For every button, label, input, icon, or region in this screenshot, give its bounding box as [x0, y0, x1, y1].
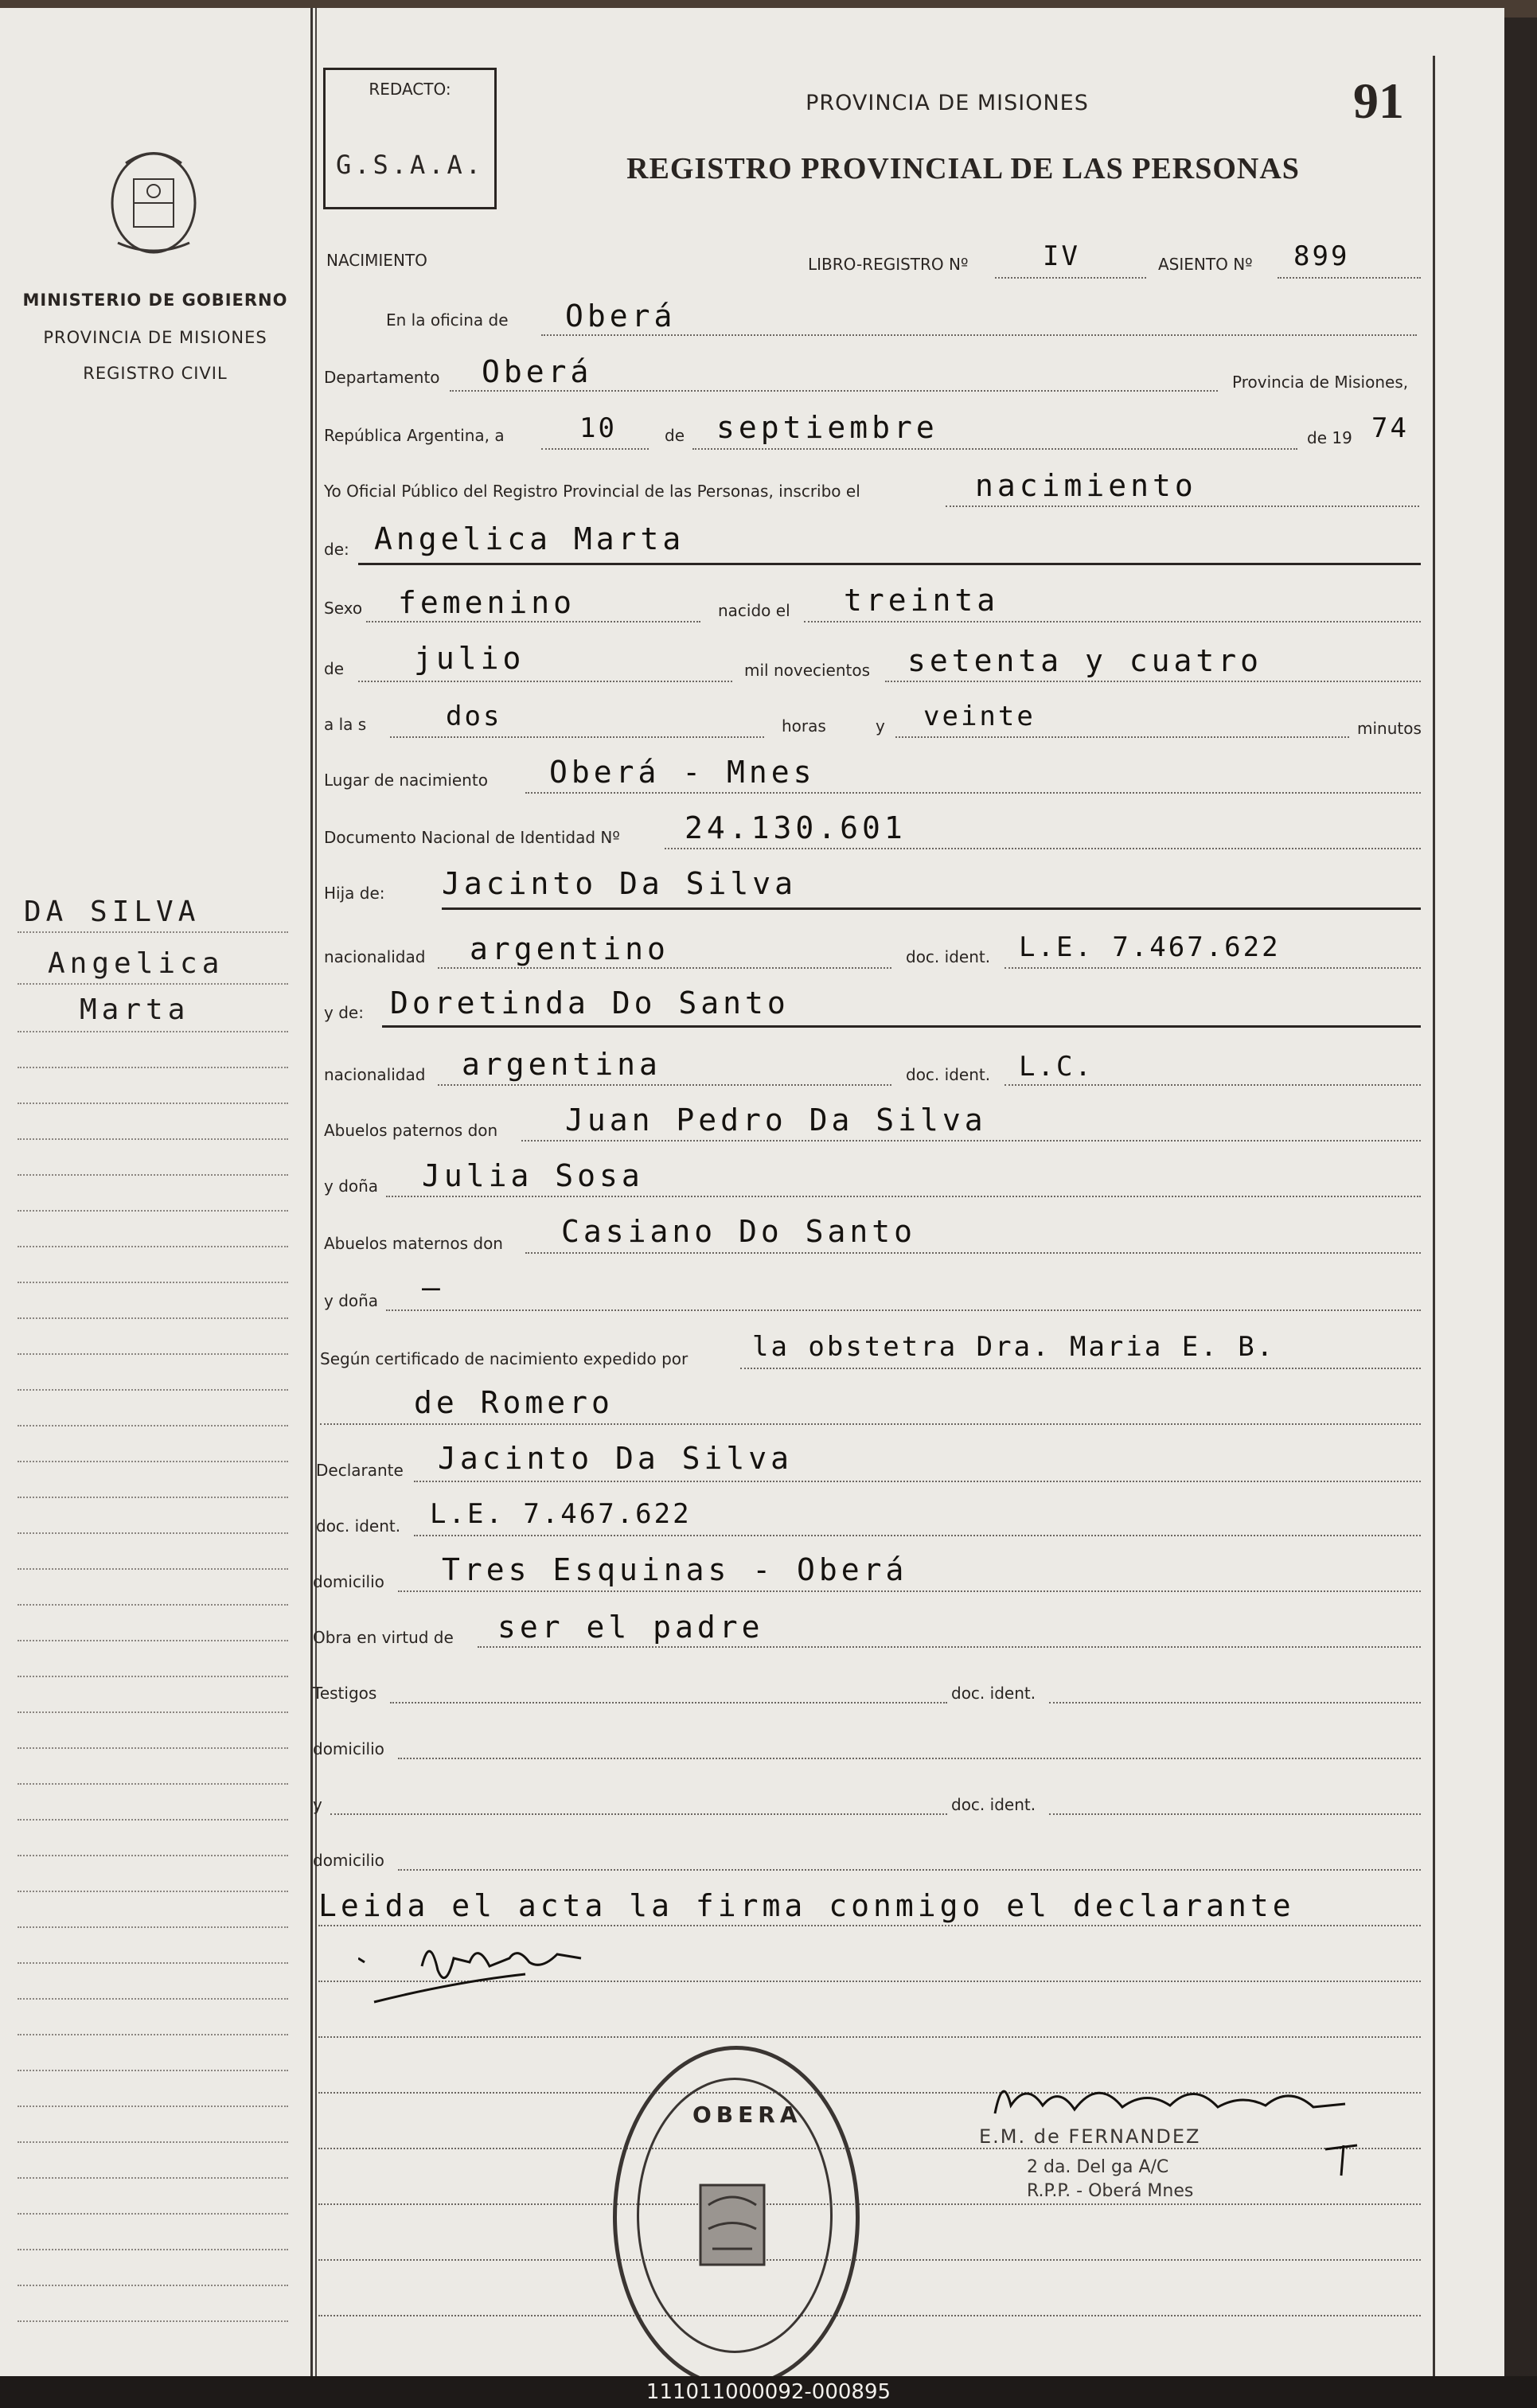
- right-border: [1433, 56, 1435, 2376]
- margin-line: [18, 2285, 288, 2286]
- domicilio-t2-label: domicilio: [313, 1851, 384, 1870]
- dotted-line: [740, 1368, 1421, 1369]
- province-heading: PROVINCIA DE MISIONES: [806, 91, 1089, 115]
- departamento-label: Departamento: [324, 368, 440, 387]
- dotted-line: [318, 2315, 1421, 2316]
- nac-padre-label: nacionalidad: [324, 947, 426, 966]
- redacto-label: REDACTO:: [369, 80, 451, 99]
- dotted-line: [525, 792, 1421, 794]
- abuela-pat-value: Julia Sosa: [422, 1158, 644, 1193]
- document-page: [0, 8, 1504, 2376]
- stamp-city: OBERA: [692, 2102, 802, 2128]
- dotted-line: [318, 2203, 1421, 2205]
- margin-line: [18, 1174, 288, 1176]
- margin-line: [18, 1067, 288, 1068]
- padre-value: Jacinto Da Silva: [442, 866, 798, 901]
- margin-line: [18, 2213, 288, 2215]
- dotted-line: [390, 736, 764, 738]
- dotted-line: [398, 1590, 1421, 1592]
- margin-line: [18, 1497, 288, 1498]
- dotted-line: [318, 2259, 1421, 2261]
- anio-nac-value: setenta y cuatro: [907, 643, 1263, 678]
- oficina-value: Oberá: [565, 299, 677, 334]
- left-margin-column: [0, 8, 313, 2376]
- margin-line: [18, 1604, 288, 1606]
- closing-text: Leida el acta la firma conmigo el declarante: [318, 1888, 1295, 1923]
- hija-label: Hija de:: [324, 884, 385, 903]
- doc-decl-value: L.E. 7.467.622: [430, 1498, 692, 1530]
- libro-label: LIBRO-REGISTRO Nº: [808, 255, 969, 274]
- lugar-label: Lugar de nacimiento: [324, 771, 488, 790]
- doc-madre-value: L.C.: [1019, 1051, 1094, 1083]
- dotted-line: [541, 448, 649, 450]
- dotted-line: [320, 1423, 1421, 1425]
- abuelo-pat-value: Juan Pedro Da Silva: [565, 1103, 987, 1138]
- ministry-name: MINISTERIO DE GOBIERNO: [22, 291, 288, 310]
- margin-first-name: Angelica: [48, 947, 224, 980]
- madre-value: Doretinda Do Santo: [390, 985, 790, 1021]
- margin-line: [18, 2320, 288, 2322]
- dotted-line: [665, 848, 1421, 849]
- dotted-line: [366, 621, 700, 622]
- libro-value: IV: [1043, 240, 1080, 272]
- dotted-line: [1005, 1084, 1421, 1086]
- dotted-line: [414, 1481, 1421, 1482]
- dia-value: 10: [579, 412, 617, 444]
- margin-line: [18, 1389, 288, 1391]
- provincia-suffix: Provincia de Misiones,: [1232, 373, 1409, 392]
- stamp-emblem-icon: [689, 2173, 776, 2277]
- certificado-value: la obstetra Dra. Maria E. B.: [752, 1331, 1276, 1363]
- dotted-line: [438, 1084, 891, 1086]
- margin-line: [18, 1461, 288, 1462]
- margin-line: [18, 1891, 288, 1892]
- nac-padre-value: argentino: [470, 931, 669, 966]
- republica-label: República Argentina, a: [324, 426, 505, 445]
- declarant-signature: [358, 1926, 692, 2014]
- doc-t1-label: doc. ident.: [951, 1684, 1036, 1703]
- domicilio-t1-label: domicilio: [313, 1739, 384, 1758]
- obra-value: ser el padre: [497, 1610, 764, 1645]
- official-signature: [979, 2066, 1361, 2129]
- redacto-box: [323, 68, 497, 209]
- coat-of-arms-icon: [102, 147, 205, 259]
- asiento-label: ASIENTO Nº: [1158, 255, 1253, 274]
- anio-label: de 19: [1307, 428, 1352, 447]
- ydona2-label: y doña: [324, 1291, 379, 1310]
- margin-line: [18, 1676, 288, 1677]
- margin-line: [18, 2070, 288, 2071]
- doc-t2-label: doc. ident.: [951, 1795, 1036, 1814]
- mes-nac-value: julio: [414, 641, 525, 676]
- oficina-label: En la oficina de: [386, 310, 509, 330]
- margin-line: [18, 1640, 288, 1641]
- signature-role: 2 da. Del ga A/C: [1027, 2157, 1169, 2177]
- obra-label: Obra en virtud de: [313, 1628, 454, 1647]
- margin-line: [18, 1103, 288, 1104]
- dotted-line: [318, 2036, 1421, 2038]
- nacido-value: treinta: [844, 583, 1000, 618]
- dotted-line: [398, 1869, 1421, 1871]
- dotted-line: [1278, 277, 1421, 279]
- nombre-value: Angelica Marta: [374, 521, 685, 556]
- margin-line: [18, 1819, 288, 1821]
- doc-padre-label: doc. ident.: [906, 947, 991, 966]
- inscribo-value: nacimiento: [975, 468, 1197, 503]
- margin-line: [18, 1711, 288, 1713]
- dotted-line: [398, 1758, 1421, 1759]
- dotted-line: [386, 1196, 1421, 1197]
- dotted-line: [414, 1535, 1421, 1536]
- dotted-line: [438, 967, 891, 969]
- de-label: de: [665, 426, 685, 445]
- dotted-line: [390, 1702, 947, 1704]
- dotted-line: [1049, 1813, 1421, 1815]
- margin-line: [18, 1962, 288, 1964]
- de-persona-label: de:: [324, 540, 349, 559]
- domicilio-value: Tres Esquinas - Oberá: [442, 1552, 908, 1587]
- dni-value: 24.130.601: [685, 810, 907, 845]
- dotted-line: [1005, 967, 1421, 969]
- margin-line: [18, 2034, 288, 2035]
- testigos-label: Testigos: [313, 1684, 377, 1703]
- margin-line: [18, 2177, 288, 2179]
- margin-line: [18, 1998, 288, 2000]
- mil-label: mil novecientos: [744, 661, 871, 680]
- abuelos-pat-label: Abuelos paternos don: [324, 1121, 498, 1140]
- margin-line: [18, 983, 288, 985]
- doc-padre-value: L.E. 7.467.622: [1019, 931, 1281, 963]
- dotted-line: [946, 505, 1419, 507]
- redacto-value: G.S.A.A.: [335, 150, 485, 180]
- alas-label: a la s: [324, 715, 367, 734]
- declarante-value: Jacinto Da Silva: [438, 1441, 794, 1476]
- margin-line: [18, 1425, 288, 1426]
- margin-line: [18, 1783, 288, 1785]
- dotted-line: [318, 2148, 1421, 2149]
- de2-label: de: [324, 659, 344, 678]
- margin-second-name: Marta: [80, 993, 190, 1026]
- solid-line: [358, 563, 1421, 565]
- domicilio-label: domicilio: [313, 1572, 384, 1591]
- minutos-value: veinte: [923, 701, 1036, 732]
- dotted-line: [386, 1309, 1421, 1311]
- dotted-line: [885, 681, 1421, 682]
- margin-line: [18, 1138, 288, 1140]
- sexo-value: femenino: [398, 585, 576, 620]
- dotted-line: [358, 681, 732, 682]
- document-code-footer: 111011000092-000895: [0, 2376, 1537, 2408]
- minutos-label: minutos: [1357, 719, 1422, 738]
- certificado-value-2: de Romero: [414, 1385, 614, 1420]
- dotted-line: [450, 390, 1218, 392]
- margin-line: [18, 1031, 288, 1032]
- registry-heading: REGISTRO PROVINCIAL DE LAS PERSONAS: [626, 152, 1300, 185]
- horas-label: horas: [782, 716, 826, 736]
- dotted-line: [525, 1252, 1421, 1254]
- dotted-line: [895, 736, 1349, 738]
- signature-name: E.M. de FERNANDEZ: [979, 2125, 1201, 2148]
- margin-surname: DA SILVA: [24, 896, 201, 928]
- signature-office: R.P.P. - Oberá Mnes: [1027, 2181, 1194, 2201]
- margin-line: [18, 1246, 288, 1247]
- dotted-line: [521, 1140, 1421, 1142]
- margin-line: [18, 1282, 288, 1283]
- dotted-line: [330, 1813, 947, 1815]
- anio-value: 74: [1371, 412, 1409, 444]
- dotted-line: [804, 621, 1421, 622]
- cross-mark-icon: [1321, 2137, 1361, 2177]
- ministry-registry: REGISTRO CIVIL: [83, 364, 228, 383]
- asiento-value: 899: [1293, 240, 1350, 272]
- abuelos-mat-label: Abuelos maternos don: [324, 1234, 503, 1253]
- solid-line: [382, 1025, 1421, 1028]
- margin-line: [18, 2141, 288, 2143]
- horas-value: dos: [446, 701, 502, 732]
- doc-decl-label: doc. ident.: [316, 1516, 401, 1536]
- main-column-border: [315, 8, 317, 2376]
- margin-line: [18, 1747, 288, 1749]
- margin-line: [18, 1926, 288, 1928]
- oficial-text: Yo Oficial Público del Registro Provincial de las Personas, inscribo el: [324, 482, 860, 501]
- yde-label: y de:: [324, 1003, 364, 1022]
- ministry-province: PROVINCIA DE MISIONES: [43, 328, 267, 347]
- margin-line: [18, 2106, 288, 2107]
- doc-madre-label: doc. ident.: [906, 1065, 991, 1084]
- margin-line: [18, 1210, 288, 1212]
- nac-madre-label: nacionalidad: [324, 1065, 426, 1084]
- margin-line: [18, 1353, 288, 1355]
- nac-madre-value: argentina: [462, 1047, 661, 1082]
- nacido-label: nacido el: [718, 601, 790, 620]
- declarante-label: Declarante: [316, 1461, 404, 1480]
- lugar-value: Oberá - Mnes: [549, 755, 816, 790]
- dotted-line: [995, 277, 1146, 279]
- dni-label: Documento Nacional de Identidad Nº: [324, 828, 620, 847]
- mes-value: septiembre: [716, 410, 938, 445]
- margin-line: [18, 1855, 288, 1856]
- margin-line: [18, 1568, 288, 1570]
- margin-line: [18, 2249, 288, 2250]
- margin-line: [18, 1532, 288, 1534]
- solid-line: [442, 907, 1421, 910]
- departamento-value: Oberá: [482, 354, 593, 389]
- margin-line: [18, 1317, 288, 1319]
- ydona1-label: y doña: [324, 1177, 379, 1196]
- y-t2-label: y: [313, 1795, 322, 1814]
- sexo-label: Sexo: [324, 599, 363, 618]
- y-label: y: [876, 716, 885, 736]
- dotted-line: [692, 448, 1297, 450]
- abuela-mat-value: —: [422, 1270, 444, 1305]
- dotted-line: [1049, 1702, 1421, 1704]
- dotted-line: [541, 334, 1417, 336]
- abuelo-mat-value: Casiano Do Santo: [561, 1214, 917, 1249]
- page-number: 91: [1353, 72, 1404, 129]
- certificado-label: Según certificado de nacimiento expedido por: [320, 1349, 689, 1368]
- dotted-line: [478, 1646, 1421, 1648]
- margin-line: [18, 931, 288, 933]
- record-type-label: NACIMIENTO: [326, 251, 427, 270]
